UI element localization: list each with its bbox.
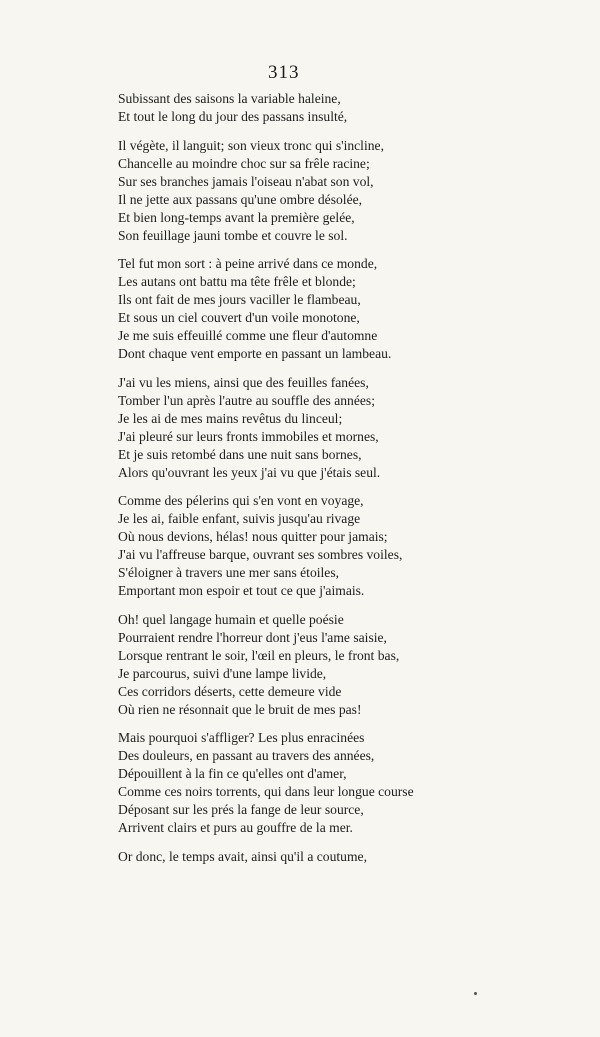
poem-line: Oh! quel langage humain et quelle poésie — [118, 611, 344, 627]
paper-speck — [474, 992, 477, 995]
poem-line: Arrivent clairs et purs au gouffre de la mer. — [118, 820, 353, 835]
poem-line: Comme des pélerins qui s'en vont en voyage, — [118, 493, 364, 508]
poem-line: Je les ai de mes mains revêtus du linceul; — [118, 410, 343, 426]
poem-line: Pourraient rendre l'horreur dont j'eus l'ame saisie, — [118, 629, 387, 645]
poem-line: Lorsque rentrant le soir, l'œil en pleurs, le front bas, — [118, 647, 400, 663]
poem-line: Je me suis effeuillé comme une fleur d'automne — [118, 328, 378, 343]
poem-line: Chancelle au moindre choc sur sa frêle racine; — [118, 155, 370, 171]
poem-line: Dont chaque vent emporte en passant un lambeau. — [118, 346, 392, 361]
poem-line: Et bien long-temps avant la première gelée, — [118, 209, 355, 225]
poem-line: Emportant mon espoir et tout ce que j'aimais. — [118, 583, 365, 598]
stanza — [118, 729, 558, 837]
poem-line: Subissant des saisons la variable haleine, — [118, 91, 341, 106]
poem-line: Je parcourus, suivi d'une lampe livide, — [118, 665, 327, 681]
poem-line: S'éloigner à travers une mer sans étoiles, — [118, 565, 340, 580]
poem-line: Tomber l'un après l'autre au souffle des années; — [118, 392, 375, 408]
poem-line: Alors qu'ouvrant les yeux j'ai vu que j'étais seul. — [118, 464, 381, 480]
poem-line: Il végète, il languit; son vieux tronc qui s'incline, — [118, 137, 384, 153]
stanza — [118, 492, 558, 600]
poem-line: Et tout le long du jour des passans insulté, — [118, 109, 348, 124]
stanza — [118, 611, 558, 719]
poem-line: Or donc, le temps avait, ainsi qu'il a coutume, — [118, 848, 367, 864]
stanza — [118, 374, 558, 482]
poem-line: Ces corridors déserts, cette demeure vide — [118, 683, 342, 699]
stanza — [118, 255, 558, 363]
poem-line: Tel fut mon sort : à peine arrivé dans ce monde, — [118, 256, 378, 271]
poem-line: J'ai pleuré sur leurs fronts immobiles et mornes, — [118, 428, 379, 444]
poem-line: Et sous un ciel couvert d'un voile monotone, — [118, 310, 360, 325]
poem-line: Des douleurs, en passant au travers des années, — [118, 748, 375, 763]
poem-line: Où rien ne résonnait que le bruit de mes pas! — [118, 701, 362, 717]
poem-line: Je les ai, faible enfant, suivis jusqu'au rivage — [118, 511, 361, 526]
poem-line: Sur ses branches jamais l'oiseau n'abat son vol, — [118, 173, 374, 189]
poem-body — [118, 90, 558, 876]
poem-line: Déposant sur les prés la fange de leur source, — [118, 802, 364, 817]
poem-line: Mais pourquoi s'affliger? Les plus enracinées — [118, 730, 365, 745]
poem-line: Ils ont fait de mes jours vaciller le flambeau, — [118, 292, 361, 307]
poem-line: Et je suis retombé dans une nuit sans bornes, — [118, 446, 362, 462]
poem-line: Dépouillent à la fin ce qu'elles ont d'amer, — [118, 766, 347, 781]
poem-line: Comme ces noirs torrents, qui dans leur longue course — [118, 784, 414, 799]
stanza — [118, 137, 558, 245]
stanza — [118, 90, 558, 126]
poem-line: Où nous devions, hélas! nous quitter pour jamais; — [118, 529, 388, 544]
poem-line: Les autans ont battu ma tête frêle et blonde; — [118, 274, 356, 289]
poem-line: J'ai vu l'affreuse barque, ouvrant ses sombres voiles, — [118, 547, 403, 562]
stanza — [118, 848, 558, 866]
poem-line: Il ne jette aux passans qu'une ombre désolée, — [118, 191, 363, 207]
poem-line: Son feuillage jauni tombe et couvre le sol. — [118, 227, 348, 243]
poem-line: J'ai vu les miens, ainsi que des feuilles fanées, — [118, 374, 369, 390]
page-number: 313 — [268, 62, 300, 83]
